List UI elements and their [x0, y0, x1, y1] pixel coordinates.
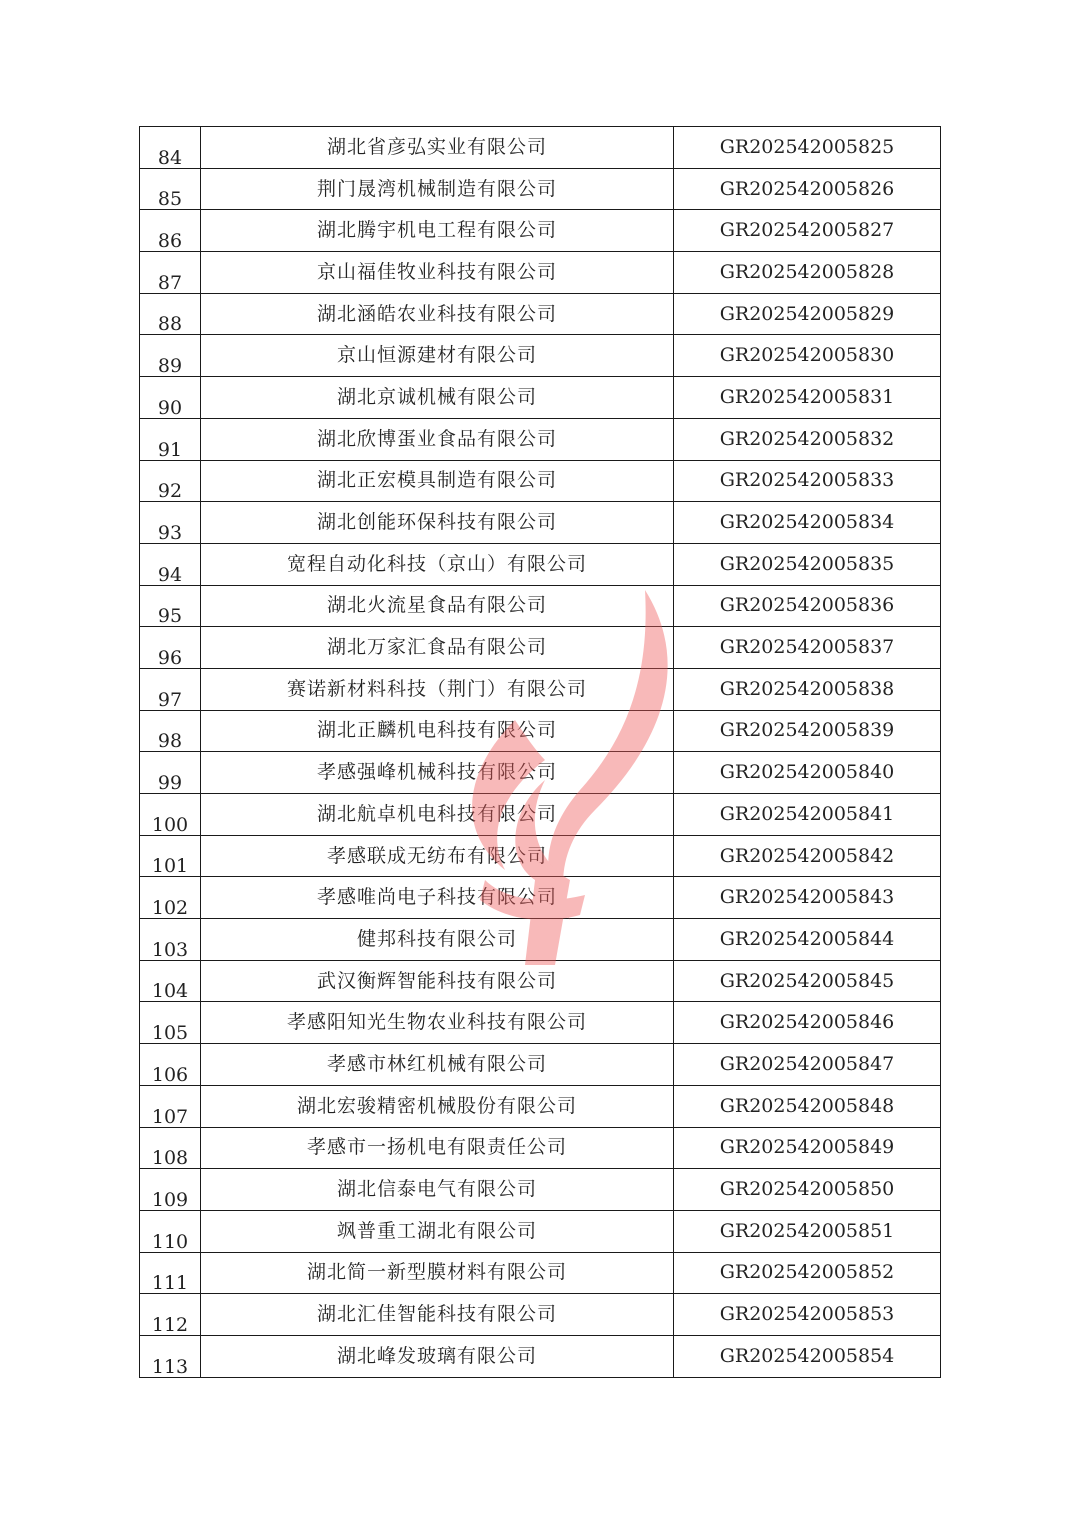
certificate-code-cell: GR202542005852 — [674, 1252, 941, 1294]
company-name-cell: 湖北简一新型膜材料有限公司 — [201, 1252, 674, 1294]
row-index-cell: 113 — [140, 1335, 201, 1377]
certificate-code-cell: GR202542005839 — [674, 710, 941, 752]
certificate-code-cell: GR202542005849 — [674, 1127, 941, 1169]
company-name-cell: 湖北万家汇食品有限公司 — [201, 627, 674, 669]
certificate-code-cell: GR202542005835 — [674, 543, 941, 585]
company-name-cell: 孝感强峰机械科技有限公司 — [201, 752, 674, 794]
row-index-cell: 103 — [140, 919, 201, 961]
certificate-code-cell: GR202542005837 — [674, 627, 941, 669]
certificate-code-cell: GR202542005832 — [674, 418, 941, 460]
table-row — [140, 1085, 941, 1127]
table-row — [140, 418, 941, 460]
table-row — [140, 377, 941, 419]
company-name-cell: 湖北信泰电气有限公司 — [201, 1169, 674, 1211]
row-index-cell: 107 — [140, 1085, 201, 1127]
company-name-cell: 飒普重工湖北有限公司 — [201, 1210, 674, 1252]
row-index-cell: 99 — [140, 752, 201, 794]
company-name-cell: 湖北正麟机电科技有限公司 — [201, 710, 674, 752]
table-row — [140, 460, 941, 502]
certificate-code-cell: GR202542005834 — [674, 502, 941, 544]
row-index-cell: 106 — [140, 1044, 201, 1086]
row-index-cell: 100 — [140, 794, 201, 836]
certificate-code-cell: GR202542005827 — [674, 210, 941, 252]
company-name-cell: 湖北汇佳智能科技有限公司 — [201, 1294, 674, 1336]
table-row — [140, 1002, 941, 1044]
table-row — [140, 1210, 941, 1252]
row-index-cell: 86 — [140, 210, 201, 252]
row-index-cell: 102 — [140, 877, 201, 919]
row-index-cell: 110 — [140, 1210, 201, 1252]
company-name-cell: 孝感联成无纺布有限公司 — [201, 835, 674, 877]
certificate-code-cell: GR202542005838 — [674, 668, 941, 710]
table-row — [140, 752, 941, 794]
company-name-cell: 京山恒源建材有限公司 — [201, 335, 674, 377]
certificate-code-cell: GR202542005826 — [674, 168, 941, 210]
company-name-cell: 湖北火流星食品有限公司 — [201, 585, 674, 627]
company-name-cell: 湖北腾宇机电工程有限公司 — [201, 210, 674, 252]
table-row — [140, 710, 941, 752]
table-row — [140, 794, 941, 836]
row-index-cell: 92 — [140, 460, 201, 502]
row-index-cell: 112 — [140, 1294, 201, 1336]
table-row — [140, 1044, 941, 1086]
certificate-code-cell: GR202542005847 — [674, 1044, 941, 1086]
certificate-code-cell: GR202542005850 — [674, 1169, 941, 1211]
certificate-code-cell: GR202542005833 — [674, 460, 941, 502]
row-index-cell: 88 — [140, 293, 201, 335]
certificate-code-cell: GR202542005840 — [674, 752, 941, 794]
certificate-code-cell: GR202542005848 — [674, 1085, 941, 1127]
certificate-code-cell: GR202542005829 — [674, 293, 941, 335]
company-name-cell: 孝感市林红机械有限公司 — [201, 1044, 674, 1086]
company-name-cell: 湖北京诚机械有限公司 — [201, 377, 674, 419]
row-index-cell: 90 — [140, 377, 201, 419]
company-name-cell: 京山福佳牧业科技有限公司 — [201, 252, 674, 294]
table-row — [140, 168, 941, 210]
certificate-code-cell: GR202542005853 — [674, 1294, 941, 1336]
company-name-cell: 湖北峰发玻璃有限公司 — [201, 1335, 674, 1377]
table-row — [140, 293, 941, 335]
certificate-code-cell: GR202542005842 — [674, 835, 941, 877]
table-row — [140, 252, 941, 294]
certificate-code-cell: GR202542005845 — [674, 960, 941, 1002]
table-row — [140, 877, 941, 919]
company-name-cell: 孝感唯尚电子科技有限公司 — [201, 877, 674, 919]
company-name-cell: 湖北创能环保科技有限公司 — [201, 502, 674, 544]
certificate-code-cell: GR202542005831 — [674, 377, 941, 419]
row-index-cell: 98 — [140, 710, 201, 752]
company-name-cell: 健邦科技有限公司 — [201, 919, 674, 961]
row-index-cell: 109 — [140, 1169, 201, 1211]
row-index-cell: 94 — [140, 543, 201, 585]
enterprise-table-body — [140, 127, 941, 1378]
certificate-code-cell: GR202542005854 — [674, 1335, 941, 1377]
company-name-cell: 荆门晟湾机械制造有限公司 — [201, 168, 674, 210]
table-row — [140, 1294, 941, 1336]
certificate-code-cell: GR202542005843 — [674, 877, 941, 919]
company-name-cell: 湖北宏骏精密机械股份有限公司 — [201, 1085, 674, 1127]
row-index-cell: 91 — [140, 418, 201, 460]
company-name-cell: 湖北省彦弘实业有限公司 — [201, 127, 674, 169]
table-row — [140, 502, 941, 544]
certificate-code-cell: GR202542005830 — [674, 335, 941, 377]
table-row — [140, 668, 941, 710]
table-row — [140, 543, 941, 585]
table-row — [140, 127, 941, 169]
row-index-cell: 89 — [140, 335, 201, 377]
company-name-cell: 赛诺新材料科技（荆门）有限公司 — [201, 668, 674, 710]
certificate-code-cell: GR202542005844 — [674, 919, 941, 961]
table-row — [140, 960, 941, 1002]
row-index-cell: 108 — [140, 1127, 201, 1169]
company-name-cell: 湖北涵皓农业科技有限公司 — [201, 293, 674, 335]
row-index-cell: 84 — [140, 127, 201, 169]
row-index-cell: 97 — [140, 668, 201, 710]
table-row — [140, 585, 941, 627]
row-index-cell: 85 — [140, 168, 201, 210]
table-row — [140, 335, 941, 377]
company-name-cell: 湖北正宏模具制造有限公司 — [201, 460, 674, 502]
company-name-cell: 孝感阳知光生物农业科技有限公司 — [201, 1002, 674, 1044]
table-row — [140, 1169, 941, 1211]
company-name-cell: 宽程自动化科技（京山）有限公司 — [201, 543, 674, 585]
row-index-cell: 104 — [140, 960, 201, 1002]
row-index-cell: 105 — [140, 1002, 201, 1044]
certificate-code-cell: GR202542005825 — [674, 127, 941, 169]
company-name-cell: 湖北欣博蛋业食品有限公司 — [201, 418, 674, 460]
certificate-code-cell: GR202542005828 — [674, 252, 941, 294]
enterprise-table — [139, 126, 941, 1378]
certificate-code-cell: GR202542005851 — [674, 1210, 941, 1252]
row-index-cell: 95 — [140, 585, 201, 627]
table-row — [140, 1252, 941, 1294]
company-name-cell: 武汉衡辉智能科技有限公司 — [201, 960, 674, 1002]
company-name-cell: 孝感市一扬机电有限责任公司 — [201, 1127, 674, 1169]
row-index-cell: 111 — [140, 1252, 201, 1294]
row-index-cell: 87 — [140, 252, 201, 294]
certificate-code-cell: GR202542005846 — [674, 1002, 941, 1044]
table-row — [140, 835, 941, 877]
certificate-code-cell: GR202542005841 — [674, 794, 941, 836]
table-row — [140, 919, 941, 961]
row-index-cell: 96 — [140, 627, 201, 669]
company-name-cell: 湖北航卓机电科技有限公司 — [201, 794, 674, 836]
row-index-cell: 93 — [140, 502, 201, 544]
table-row — [140, 1127, 941, 1169]
table-row — [140, 210, 941, 252]
table-row — [140, 627, 941, 669]
row-index-cell: 101 — [140, 835, 201, 877]
certificate-code-cell: GR202542005836 — [674, 585, 941, 627]
table-row — [140, 1335, 941, 1377]
